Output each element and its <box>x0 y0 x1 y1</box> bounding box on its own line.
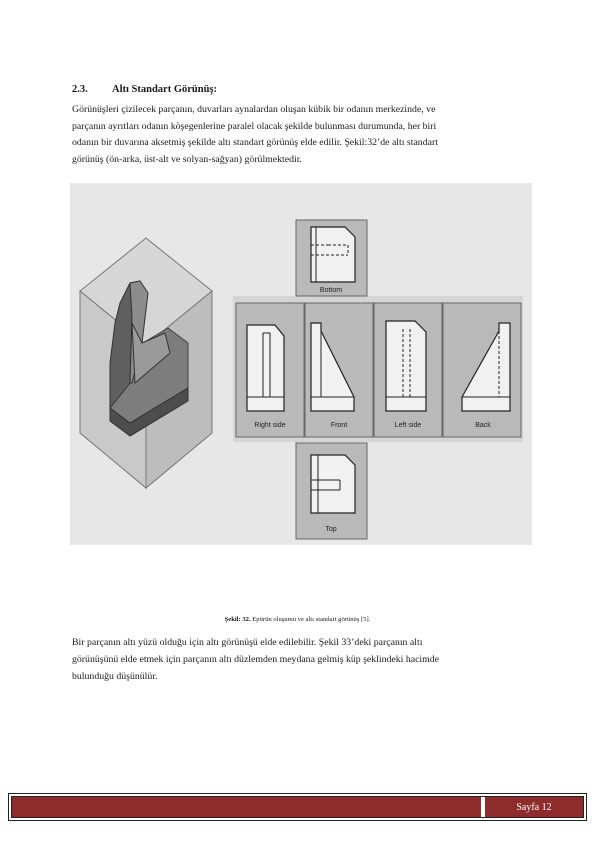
figure-drawing <box>70 183 532 545</box>
page-footer <box>8 793 587 821</box>
isometric-cube <box>80 238 212 488</box>
top-view <box>296 443 367 539</box>
section-title: Altı Standart Görünüş: <box>112 84 218 95</box>
page-number: Sayfa 12 <box>485 797 583 817</box>
caption-text: Epürün oluşumu ve altı standart görünüş [5]. <box>250 616 371 623</box>
label-top: Top <box>325 526 337 533</box>
back-view <box>443 303 521 437</box>
footer-frame <box>11 796 584 818</box>
bottom-view <box>296 220 367 296</box>
paragraph-line: parçanın ayrıtları odanın köşegenlerine paralel olacak şekilde bulunması durumunda, her biri <box>72 120 437 132</box>
section-number: 2.3. <box>72 84 88 95</box>
footer-bar <box>12 797 481 817</box>
label-front: Front <box>330 422 348 429</box>
caption-label: Şekil: 32. <box>224 616 251 623</box>
paragraph-line: odanın bir duvarına aksetmiş şekilde altı standart görünüş elde edilir. Şekil:32’de altı standart <box>72 137 438 148</box>
six-views-figure <box>70 183 532 545</box>
label-left-side: Left side <box>394 422 422 429</box>
intro-paragraph <box>72 102 524 168</box>
paragraph-line: bulunduğu düşünülür. <box>72 671 158 682</box>
paragraph-line: görünüşünü elde etmek için parçanın altı düzlemden meydana gelmiş küp şeklindeki hacimde <box>72 654 440 665</box>
section-heading <box>72 84 217 95</box>
label-bottom: Bottom <box>319 287 343 294</box>
label-back: Back <box>475 422 491 429</box>
paragraph-line: görünüş (ön-arka, üst-alt ve solyan-sağyan) görülmektedir. <box>72 153 302 165</box>
right-side-view <box>236 303 304 437</box>
label-right-side: Right side <box>254 422 286 429</box>
front-view <box>305 303 373 437</box>
figure-caption <box>0 616 595 623</box>
second-paragraph <box>72 634 524 685</box>
left-side-view <box>374 303 442 437</box>
paragraph-line: Bir parçanın altı yüzü olduğu için altı görünüşü elde edilebilir. Şekil 33’deki parçanın altı <box>72 637 423 648</box>
paragraph-line: Görünüşleri çizilecek parçanın, duvarları aynalardan oluşan kübik bir odanın merkezinde, ve <box>72 104 436 115</box>
